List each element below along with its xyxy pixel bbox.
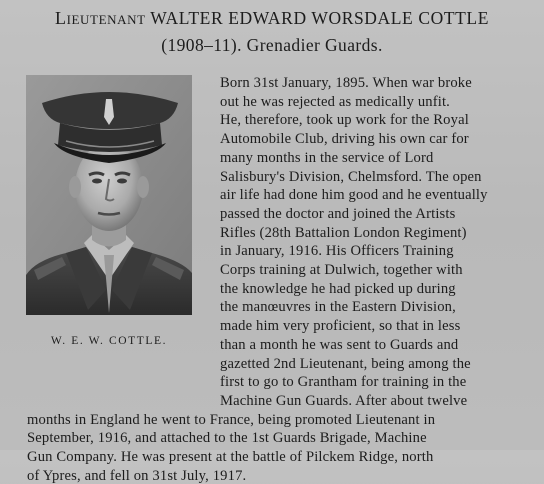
body-text-line: Rifles (28th Battalion London Regiment) bbox=[220, 224, 467, 241]
body-text-line: than a month he was sent to Guards and bbox=[220, 336, 459, 353]
heading-name: WALTER EDWARD WORSDALE COTTLE bbox=[150, 8, 489, 28]
body-text-line: the manœuvres in the Eastern Division, bbox=[220, 299, 456, 316]
body-text-line: made him very proficient, so that in less bbox=[220, 318, 461, 335]
body-text-line: of Ypres, and fell on 31st July, 1917. bbox=[27, 467, 247, 484]
body-text-line: passed the doctor and joined the Artists bbox=[220, 205, 456, 222]
body-text-line: He, therefore, took up work for the Royal bbox=[220, 112, 469, 129]
body-text-line: many months in the service of Lord bbox=[220, 149, 434, 166]
body-text-line: out he was rejected as medically unfit. bbox=[220, 93, 450, 110]
body-text-line: Automobile Club, driving his own car for bbox=[220, 131, 469, 148]
body-text-line: first to go to Grantham for training in the bbox=[220, 374, 467, 391]
body-text-line: Salisbury's Division, Chelmsford. The open bbox=[220, 168, 482, 185]
photo-caption: W. E. W. COTTLE. bbox=[50, 335, 168, 347]
body-text-line: air life had done him good and he eventually bbox=[220, 187, 488, 204]
heading-subline: (1908–11). Grenadier Guards. bbox=[161, 35, 383, 55]
body-text-line: Born 31st January, 1895. When war broke bbox=[220, 75, 472, 91]
body-text-line: months in England he went to France, being promoted Lieutenant in bbox=[27, 411, 436, 428]
body-text-line: Corps training at Dulwich, together with bbox=[220, 262, 463, 278]
body-text-line: September, 1916, and attached to the 1st Guards Brigade, Machine bbox=[27, 430, 427, 447]
body-text-line: Machine Gun Guards. After about twelve bbox=[220, 392, 468, 409]
heading-name-line bbox=[0, 9, 544, 28]
heading-rank: Lieutenant bbox=[54, 8, 146, 28]
body-text-line: Gun Company. He was present at the battle of Pilckem Ridge, north bbox=[27, 449, 434, 465]
portrait-photo bbox=[26, 75, 192, 315]
body-text-line: the knowledge he had picked up during bbox=[220, 280, 456, 297]
body-text-line: in January, 1916. His Officers Training bbox=[220, 243, 454, 260]
body-text-line: gazetted 2nd Lieutenant, being among the bbox=[220, 355, 471, 372]
portrait-photo-image bbox=[26, 75, 192, 315]
